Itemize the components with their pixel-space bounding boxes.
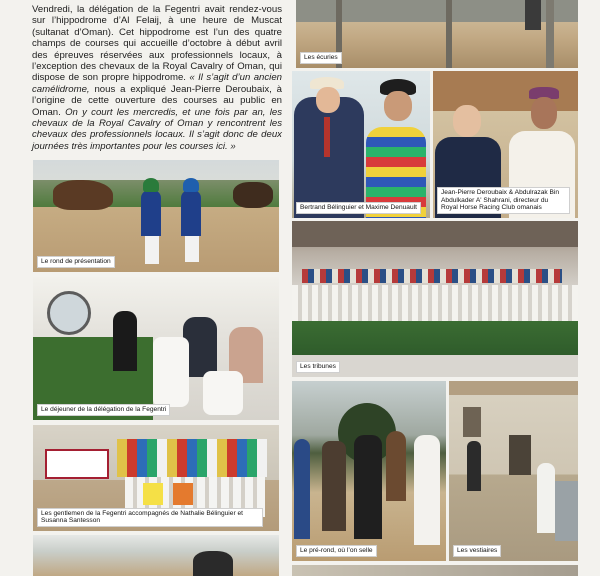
photo-ecuries [296, 0, 578, 68]
article-text [32, 4, 282, 152]
photo-gentlemen [33, 425, 279, 531]
caption-pre-rond: Le pré-rond, où l’on selle [296, 545, 377, 557]
photo-dejeuner [33, 277, 279, 420]
caption-gentlemen: Les gentlemen de la Fegentri accompagnés de Nathalie Bélinguier et Susanna Santesson [37, 508, 263, 527]
photo-belinguier-denuault [292, 71, 430, 218]
caption-ecuries: Les écuries [300, 52, 342, 64]
caption-vestiaires: Les vestiaires [453, 545, 501, 557]
caption-tribunes: Les tribunes [296, 361, 340, 373]
photo-tribunes [292, 221, 578, 377]
article-text-1: Vendredi, la délégation de la Fegentri avait rendez-vous sur l’hippodrome d’Al Felaij, à une heure de Muscat (sultanat d’Oman). Cet hippodrome est l’un des quatre champs de courses qui accueille d’octobre à début avril des épreuves réservées aux professionnels locaux, à l’exception des chevaux de la Royal Cavalry of Oman, qui dispose de son propre hippodrome. [32, 4, 282, 84]
photo-deroubaix-shahrani [433, 71, 578, 218]
caption-rond-presentation: Le rond de présentation [37, 256, 115, 268]
photo-bottom-left [33, 535, 279, 576]
photo-bottom-right [292, 565, 578, 576]
photo-vestiaires [449, 381, 578, 561]
article-text-2: nous a expliqué Jean-Pierre Deroubaix, à l’origine de cette ouverture des courses au public en Oman. [32, 83, 282, 118]
article-quote-1: « Il s’agit d’un ancien camélidrome, [32, 72, 282, 95]
article-paragraph [32, 4, 282, 152]
photo-rond-presentation [33, 160, 279, 272]
caption-deroubaix-shahrani: Jean-Pierre Deroubaix & Abdulrazak Bin Abdulkader A' Shahrani, directeur du Royal Horse Racing Club omanais [437, 187, 570, 214]
photo-pre-rond [292, 381, 446, 561]
caption-belinguier-denuault: Bertrand Bélinguier et Maxime Denuault [296, 202, 421, 214]
caption-dejeuner: Le déjeuner de la délégation de la Fegentri [37, 404, 170, 416]
article-text-3: Il s’agit donc de deux journées très importantes pour les courses ici. » [32, 129, 282, 152]
article-quote-2: On y court les mercredis, et une fois par an, les chevaux de la Royal Cavalry of Oman y rencontrent les chevaux des professionnels locaux. [32, 106, 282, 141]
